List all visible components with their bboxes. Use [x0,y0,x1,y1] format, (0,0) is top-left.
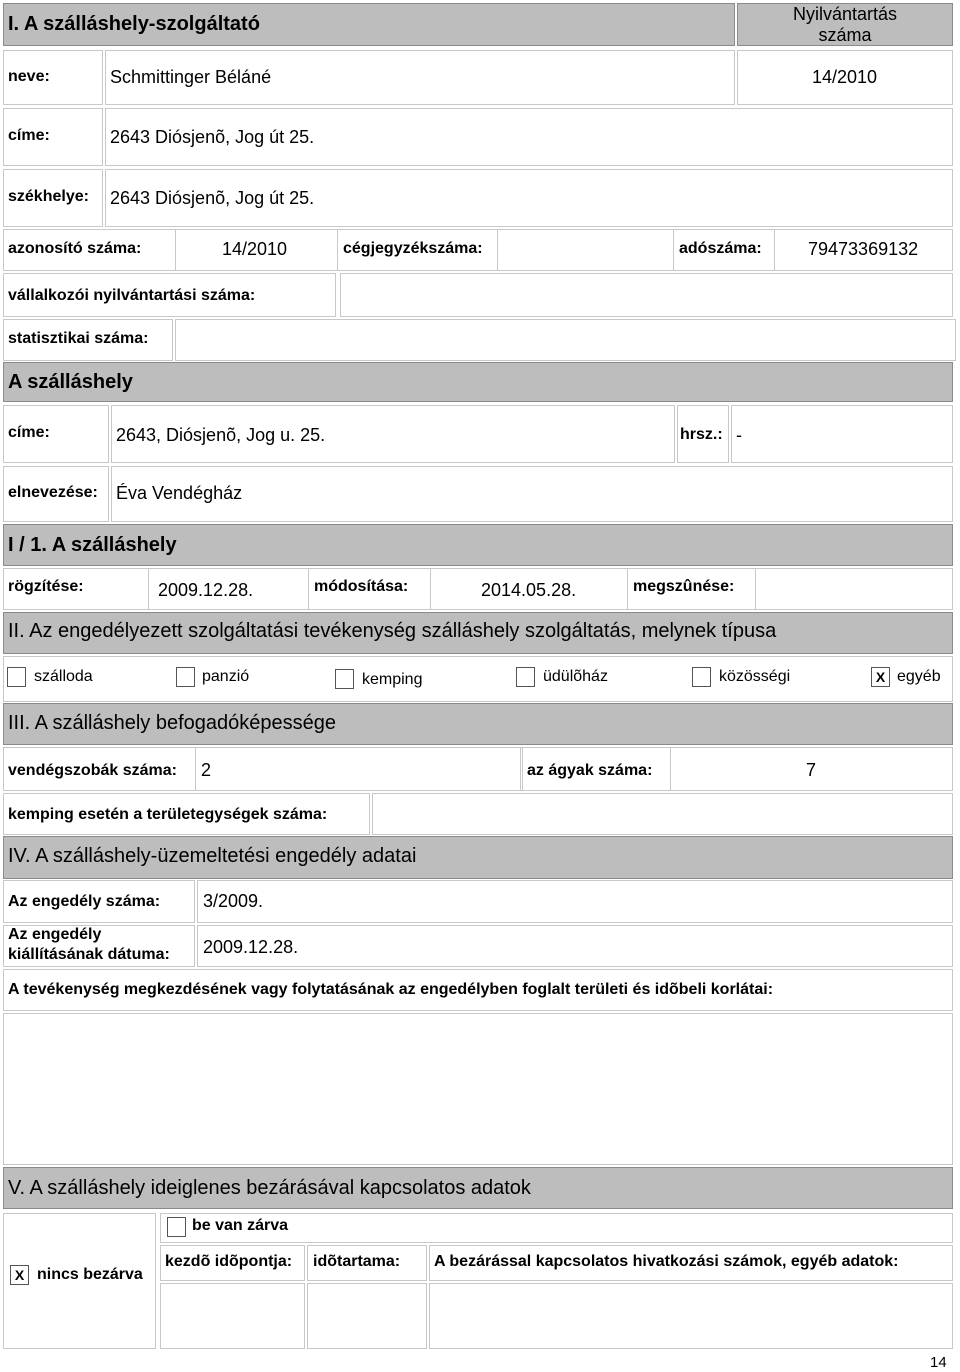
ado-label: adószáma: [679,240,762,257]
hrsz-label: hrsz.: [680,426,723,443]
types-row-box [3,656,953,702]
kozossegi-checkbox[interactable] [692,667,711,687]
section-ii-title: II. Az engedélyezett szolgáltatási tevékenység szálláshely szolgáltatás, melynek típusa [8,620,777,642]
kemp-label: kemping esetén a területegységek száma: [8,806,328,823]
azon-divider-1 [175,229,176,271]
kemping-checkbox[interactable] [335,669,354,689]
stat-value-box [175,319,956,361]
ado-value: 79473369132 [808,239,919,259]
section-iv-title: IV. A szálláshely-üzemeltetési engedély adatai [8,845,417,867]
kiall-value-box [197,925,953,967]
neve-value: Schmittinger Béláné [110,67,272,87]
kozossegi-label: közösségi [719,668,791,685]
cegj-label: cégjegyzékszáma: [343,240,483,257]
vendeg-divider-1 [195,747,196,791]
nincs-bezarva-checkbox[interactable]: X [10,1265,29,1285]
sz-cime-label: címe: [8,424,50,441]
szekhely-label: székhelye: [8,188,89,205]
rogz-label: rögzítése: [8,578,84,595]
eng-label: Az engedély száma: [8,893,161,910]
neve-label: neve: [8,68,50,85]
section-iii-title: III. A szálláshely befogadóképessége [8,712,337,734]
idotart-label: idõtartama: [313,1253,401,1270]
idotart-value-box [307,1283,427,1349]
hivatk-label: A bezárással kapcsolatos hivatkozási számok, egyéb adatok: [434,1253,899,1270]
cime-label: címe: [8,127,50,144]
panzio-label: panzió [202,668,250,685]
kemping-label: kemping [362,671,423,688]
udulohaz-checkbox[interactable] [516,667,535,687]
rogz-divider-4 [627,568,628,610]
kiall-value: 2009.12.28. [203,937,299,957]
be-van-zarva-label: be van zárva [192,1217,289,1234]
rogz-value: 2009.12.28. [158,580,254,600]
kezdo-label: kezdõ idõpontja: [165,1253,293,1270]
vendeg-divider-3 [670,747,671,791]
section-i1-title: I / 1. A szálláshely [8,534,177,556]
eng-value-box [197,880,953,923]
agy-value: 7 [806,760,817,780]
page-number: 14 [930,1354,947,1371]
nyilv-value: 14/2010 [812,67,878,87]
azon-divider-3 [497,229,498,271]
rogz-divider-5 [755,568,756,610]
stat-label: statisztikai száma: [8,330,149,347]
azon-divider-2 [337,229,338,271]
nyilvantartas-label: Nyilvántartás száma [792,4,898,45]
be-van-zarva-checkbox[interactable] [167,1217,186,1237]
hrsz-value-box [731,405,953,463]
rogz-divider-1 [148,568,149,610]
vall-label: vállalkozói nyilvántartási száma: [8,287,256,304]
hrsz-value: - [736,425,742,445]
eng-value: 3/2009. [203,891,264,911]
sz-cime-value: 2643, Diósjenõ, Jog u. 25. [116,425,326,445]
cime-value: 2643 Diósjenõ, Jog út 25. [110,127,315,147]
elnev-label: elnevezése: [8,484,98,501]
elnev-value: Éva Vendégház [116,483,243,503]
azon-value: 14/2010 [222,239,288,259]
szallashely-title: A szálláshely [8,371,133,393]
szalloda-label: szálloda [34,668,93,685]
hivatk-value-box [429,1283,953,1349]
kemp-value-box [372,793,953,835]
kiall-label-1: Az engedély [8,926,102,943]
szekhely-value: 2643 Diósjenõ, Jog út 25. [110,188,315,208]
rogz-divider-2 [308,568,309,610]
rogz-divider-3 [430,568,431,610]
kiall-label-2: kiállításának dátuma: [8,946,170,963]
egyeb-checkbox[interactable]: X [871,667,890,687]
korl-label: A tevékenység megkezdésének vagy folytatásának az engedélyben foglalt területi és idõbeli korlátai: [8,981,774,998]
panzio-checkbox[interactable] [176,667,195,687]
azon-divider-5 [774,229,775,271]
szallashely-header [3,362,953,402]
korl-value-box [3,1013,953,1165]
azon-label: azonosító száma: [8,240,142,257]
vall-value-box [340,273,953,317]
kezdo-value-box [160,1283,305,1349]
vendeg-value: 2 [201,760,212,780]
section-i-title: I. A szálláshely-szolgáltató [8,13,260,35]
egyeb-label: egyéb [897,668,941,685]
vendeg-divider-2 [520,747,523,791]
mod-value: 2014.05.28. [481,580,577,600]
mod-label: módosítása: [314,578,409,595]
azon-divider-4 [673,229,674,271]
agy-label: az ágyak száma: [527,762,653,779]
megsz-label: megszûnése: [633,578,735,595]
nincs-bezarva-label: nincs bezárva [37,1266,143,1283]
section-v-title: V. A szálláshely ideiglenes bezárásával kapcsolatos adatok [8,1177,531,1199]
udulohaz-label: üdülõház [543,668,608,685]
vendeg-label: vendégszobák száma: [8,762,177,779]
rogz-row-box [3,568,953,610]
szalloda-checkbox[interactable] [7,667,26,687]
